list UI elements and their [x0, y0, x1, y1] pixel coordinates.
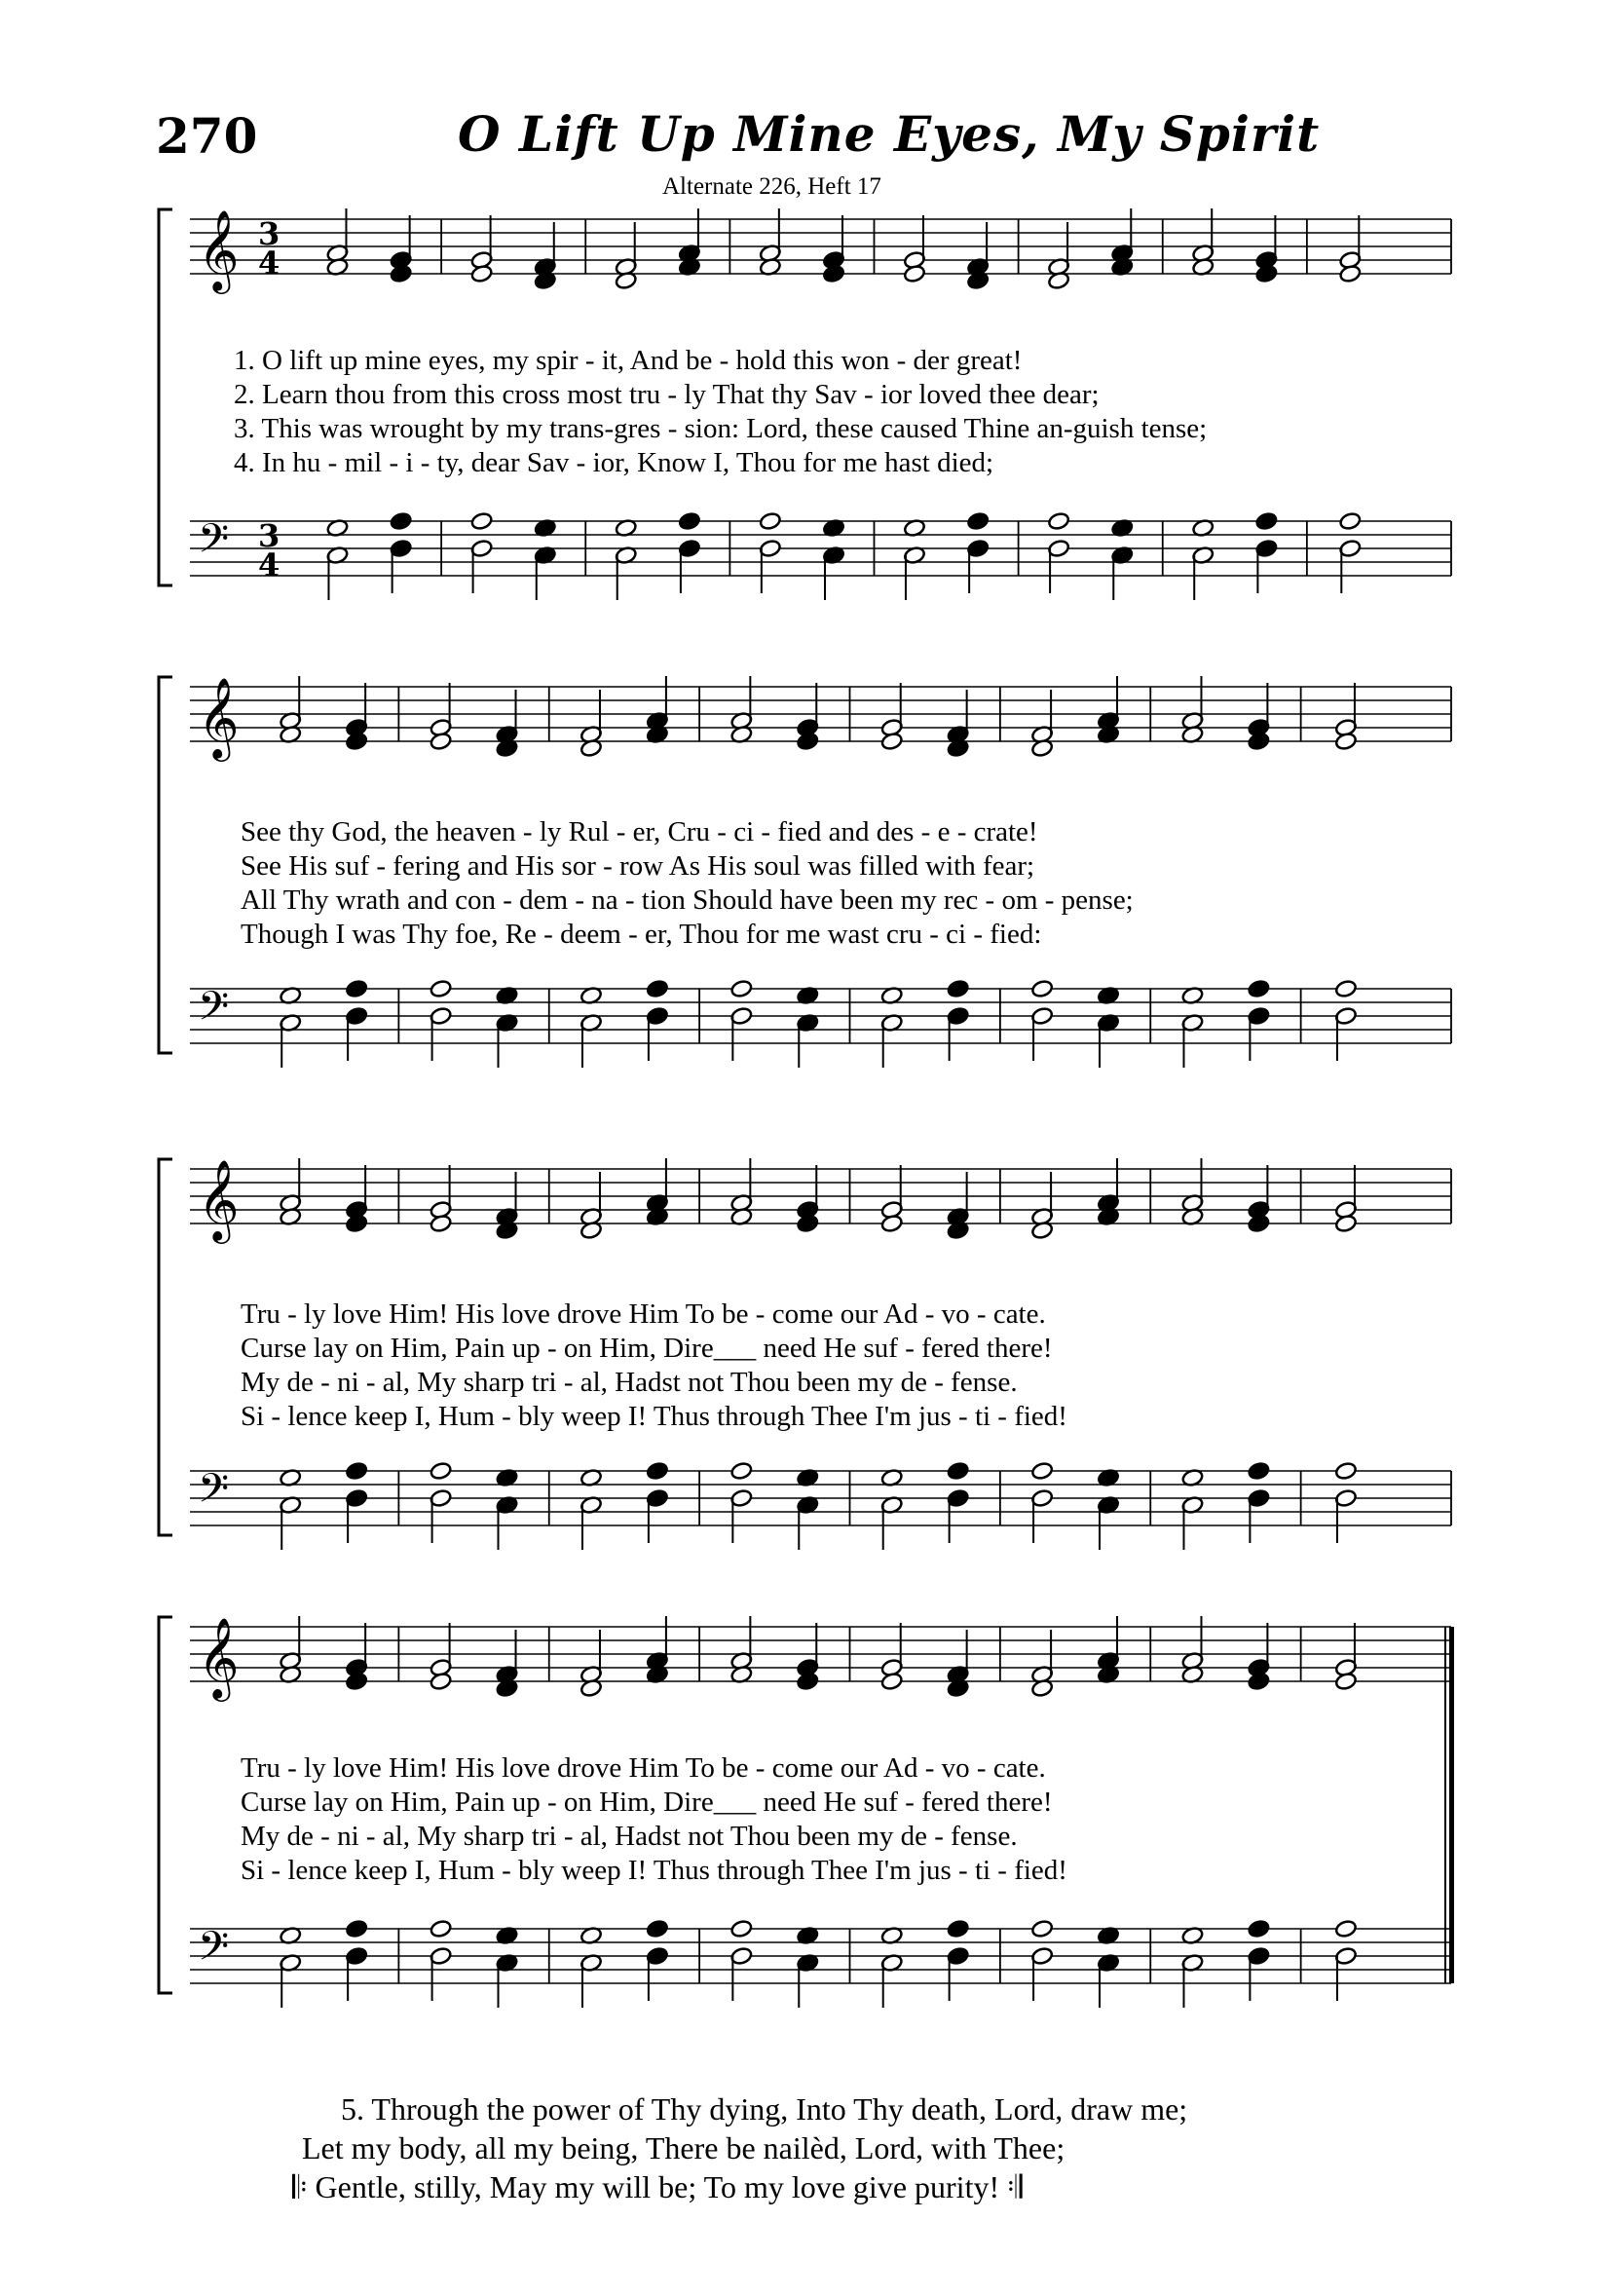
- note-head: [1339, 511, 1363, 531]
- note-head: [345, 979, 368, 998]
- note-head: [1334, 1214, 1358, 1233]
- lyric-line: 1. O lift up mine eyes, my spir - it, And be - hold this won - der great!: [234, 345, 1023, 376]
- bass-clef-icon: 𝄢: [198, 515, 230, 572]
- time-signature-bottom: 4: [258, 546, 280, 583]
- note-head: [345, 1919, 368, 1938]
- note-head: [1030, 1919, 1054, 1938]
- verse-5-line: 𝄆 Gentle, stilly, May my will be; To my love give purity! 𝄇: [292, 2169, 1023, 2204]
- note-head: [947, 979, 970, 998]
- note-head: [759, 511, 782, 531]
- note-head: [345, 732, 368, 751]
- lyric-line: Though I was Thy foe, Re - deem - er, Thou for me wast cru - ci - fied:: [241, 919, 1042, 950]
- lyric-line: Si - lence keep I, Hum - bly weep I! Thus through Thee I'm jus - ti - fied!: [241, 1401, 1067, 1432]
- note-head: [1248, 1214, 1271, 1233]
- note-head: [903, 264, 926, 283]
- lyric-line: Curse lay on Him, Pain up - on Him, Dire___ need He suf - fered there!: [241, 1333, 1053, 1364]
- note-head: [345, 1672, 368, 1691]
- note-head: [796, 1672, 819, 1691]
- note-head: [947, 1919, 970, 1938]
- treble-clef-icon: 𝄞: [198, 208, 240, 290]
- verse-5-line: Let my body, all my being, There be nailèd, Lord, with Thee;: [302, 2130, 1065, 2165]
- bass-clef-icon: 𝄢: [198, 1465, 230, 1522]
- note-head: [880, 1214, 904, 1233]
- note-head: [1255, 511, 1279, 531]
- note-head: [822, 264, 845, 283]
- note-head: [1334, 1919, 1358, 1938]
- time-signature-top: 3: [258, 215, 280, 252]
- lyrics-block: [241, 815, 1134, 952]
- note-head: [390, 511, 413, 531]
- music-system-4: [151, 1617, 1456, 2046]
- lyric-line: See His suf - fering and His sor - row As His soul was filled with fear;: [241, 850, 1035, 882]
- note-head: [966, 511, 990, 531]
- bass-clef-icon: 𝄢: [198, 1923, 230, 1979]
- note-head: [430, 1919, 453, 1938]
- music-system-2: [151, 677, 1456, 1106]
- lyric-line: See thy God, the heaven - ly Rul - er, Cru - ci - fied and des - e - crate!: [241, 816, 1038, 847]
- note-head: [730, 1919, 754, 1938]
- lyric-line: My de - ni - al, My sharp tri - al, Hadst not Thou been my de - fense.: [241, 1367, 1018, 1398]
- note-head: [1030, 979, 1054, 998]
- music-system-3: [151, 1159, 1456, 1588]
- lyric-line: 3. This was wrought by my trans-gres - sion: Lord, these caused Thine an-guish tense;: [234, 413, 1208, 444]
- note-head: [1255, 264, 1279, 283]
- note-head: [646, 1919, 669, 1938]
- note-head: [678, 511, 701, 531]
- lyrics-block: [234, 344, 1207, 480]
- lyrics-block: [241, 1298, 1067, 1434]
- note-head: [470, 511, 494, 531]
- note-head: [1334, 732, 1358, 751]
- verse-5: [292, 2089, 1188, 2206]
- note-head: [430, 1672, 453, 1691]
- note-head: [430, 732, 453, 751]
- note-head: [470, 264, 494, 283]
- treble-clef-icon: 𝄞: [198, 1158, 240, 1240]
- hymn-number: 270: [156, 107, 258, 165]
- note-head: [1334, 1672, 1358, 1691]
- note-head: [1030, 1461, 1054, 1481]
- note-head: [430, 979, 453, 998]
- time-signature-top: 3: [258, 517, 280, 554]
- note-head: [730, 1461, 754, 1481]
- note-head: [1248, 732, 1271, 751]
- note-head: [1339, 264, 1363, 283]
- note-head: [1047, 511, 1070, 531]
- note-head: [880, 1672, 904, 1691]
- time-signature-bottom: 4: [258, 245, 280, 282]
- note-head: [796, 732, 819, 751]
- note-head: [345, 1461, 368, 1481]
- note-head: [345, 1214, 368, 1233]
- note-head: [730, 979, 754, 998]
- lyric-line: Tru - ly love Him! His love drove Him To be - come our Ad - vo - cate.: [241, 1752, 1046, 1784]
- note-head: [430, 1214, 453, 1233]
- treble-clef-icon: 𝄞: [198, 1616, 240, 1698]
- lyric-line: Si - lence keep I, Hum - bly weep I! Thus through Thee I'm jus - ti - fied!: [241, 1855, 1067, 1886]
- hymn-subtitle: Alternate 226, Heft 17: [662, 173, 881, 200]
- verse-5-line: 5. Through the power of Thy dying, Into Thy death, Lord, draw me;: [341, 2091, 1188, 2127]
- lyrics-block: [241, 1751, 1067, 1888]
- note-head: [880, 732, 904, 751]
- note-head: [1248, 1461, 1271, 1481]
- hymn-title: O Lift Up Mine Eyes, My Spirit: [458, 105, 1321, 163]
- lyric-line: Tru - ly love Him! His love drove Him To be - come our Ad - vo - cate.: [241, 1299, 1046, 1330]
- note-head: [1248, 1919, 1271, 1938]
- note-head: [947, 1461, 970, 1481]
- lyric-line: 2. Learn thou from this cross most tru - ly That thy Sav - ior loved thee dear;: [234, 379, 1100, 410]
- note-head: [430, 1461, 453, 1481]
- note-head: [646, 979, 669, 998]
- note-head: [390, 264, 413, 283]
- note-head: [1334, 1461, 1358, 1481]
- bass-clef-icon: 𝄢: [198, 983, 230, 1039]
- lyric-line: 4. In hu - mil - i - ty, dear Sav - ior, Know I, Thou for me hast died;: [234, 447, 994, 478]
- treble-clef-icon: 𝄞: [198, 676, 240, 758]
- note-head: [646, 1461, 669, 1481]
- lyric-line: Curse lay on Him, Pain up - on Him, Dire___ need He suf - fered there!: [241, 1787, 1053, 1818]
- note-head: [1248, 979, 1271, 998]
- note-head: [1248, 1672, 1271, 1691]
- note-head: [1334, 979, 1358, 998]
- lyric-line: My de - ni - al, My sharp tri - al, Hadst not Thou been my de - fense.: [241, 1821, 1018, 1852]
- music-system-1: [151, 209, 1456, 638]
- note-head: [796, 1214, 819, 1233]
- lyric-line: All Thy wrath and con - dem - na - tion Should have been my rec - om - pense;: [241, 885, 1134, 916]
